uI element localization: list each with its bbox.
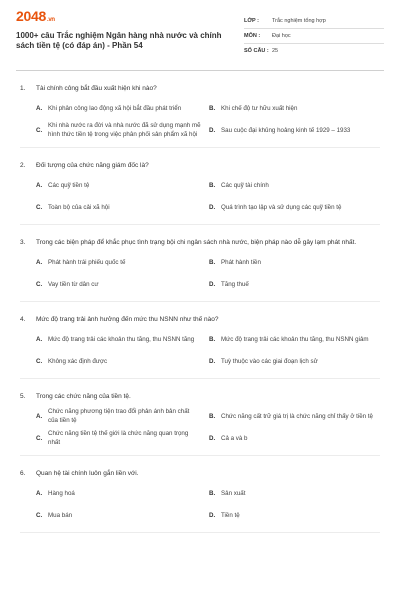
question-text: Trong các chức năng của tiền tệ. [36,393,131,400]
answer-letter: D. [209,511,216,519]
answer-option[interactable] [36,352,209,370]
answer-option[interactable] [209,253,382,271]
answer-text: Toàn bộ của cải xã hội [48,203,110,211]
answer-letter: B. [209,181,216,189]
question-stem [20,315,380,325]
question-divider [20,147,380,148]
answer-option[interactable] [36,506,209,524]
question-stem [20,238,380,248]
header [16,8,384,58]
question [20,392,380,456]
answer-letter: A. [36,335,43,343]
answer-option[interactable] [209,176,382,194]
answer-letter: C. [36,357,43,365]
answer-text: Chức năng tiền tệ thế giới là chức năng quan trọng nhất [48,430,189,446]
answer-letter: D. [209,126,216,134]
answer-option[interactable] [36,99,209,117]
question-text: Đối tượng của chức năng giám đốc là? [36,162,149,169]
answer-option[interactable] [36,198,209,216]
answer-text: Khi nhà nước ra đời và nhà nước đã sử dụng mạnh mẽ hình thức tiền tệ trong việc phân phối sản phẩm xã hội [48,122,201,138]
answer-letter: C. [36,280,43,288]
answer-grid [36,407,380,447]
meta-value: Đại học [272,33,291,39]
answer-option[interactable] [209,275,382,293]
answer-option[interactable] [36,176,209,194]
question-divider [20,455,380,456]
answer-text: Tiền tệ [221,511,240,519]
question-stem [20,392,380,402]
question-text: Trong các biện pháp để khắc phục tình trạng bội chi ngân sách nhà nước, biện pháp nào dễ gây lạm phát nhất. [36,239,357,246]
question-divider [20,301,380,302]
answer-text: Mức độ trang trải các khoản thu tăng, thu NSNN giảm [221,335,369,343]
answer-option[interactable] [36,407,209,425]
answer-letter: D. [209,434,216,442]
question-divider [20,224,380,225]
answer-text: Tuỳ thuộc vào các giai đoạn lịch sử [221,357,318,365]
answer-option[interactable] [209,99,382,117]
question [20,84,380,148]
answer-letter: B. [209,489,216,497]
answer-text: Không xác định được [48,357,108,365]
meta-label: SỐ CÂU : [244,48,269,54]
header-divider [16,70,384,71]
answer-text: Sau cuộc đại khủng hoảng kinh tế 1929 – 1933 [221,126,351,134]
answer-letter: B. [209,412,216,420]
question-text: Mức độ trang trải ảnh hưởng đến mức thu NSNN như thế nào? [36,316,219,323]
answer-option[interactable] [209,198,382,216]
question-divider [20,378,380,379]
answer-letter: D. [209,357,216,365]
meta-row-class [244,14,384,29]
question-number: 3. [20,239,26,246]
answer-text: Phát hành tiền [221,258,261,266]
question-list [16,84,384,533]
question [20,469,380,533]
answer-option[interactable] [36,121,209,139]
meta-value: 25 [272,48,279,54]
answer-text: Hàng hoá [48,489,75,497]
answer-option[interactable] [209,506,382,524]
answer-letter: B. [209,258,216,266]
answer-grid [36,484,380,524]
answer-option[interactable] [209,407,382,425]
answer-text: Các quỹ tiền tệ [48,181,90,189]
answer-letter: D. [209,280,216,288]
answer-option[interactable] [36,253,209,271]
answer-option[interactable] [209,352,382,370]
answer-letter: C. [36,434,43,442]
question-number: 1. [20,85,26,92]
logo-domain: .vn [46,17,55,23]
answer-letter: C. [36,511,43,519]
question-text: Tài chính công bắt đầu xuất hiện khi nào? [36,85,157,92]
answer-text: Mức độ trang trải các khoản thu tăng, thu NSNN tăng [48,335,195,343]
question [20,315,380,379]
answer-text: Tăng thuế [221,280,249,288]
meta-row-subject [244,29,384,44]
answer-text: Khi chế độ tư hữu xuất hiện [221,104,298,112]
answer-option[interactable] [209,484,382,502]
answer-text: Quá trình tạo lập và sử dụng các quỹ tiền tệ [221,203,342,211]
answer-letter: A. [36,258,43,266]
answer-option[interactable] [36,429,209,447]
logo-main: 2048 [16,8,46,24]
question-number: 6. [20,470,26,477]
answer-letter: A. [36,104,43,112]
meta-label: LỚP : [244,18,259,24]
answer-grid [36,253,380,293]
answer-letter: B. [209,335,216,343]
answer-text: Sản xuất [221,489,246,497]
question-divider [20,532,380,533]
question-stem [20,84,380,94]
meta-row-count [244,44,384,58]
answer-letter: A. [36,412,43,420]
question-text: Quan hệ tài chính luôn gắn liền với. [36,470,139,477]
question-stem [20,469,380,479]
question-stem [20,161,380,171]
answer-grid [36,330,380,370]
question [20,161,380,225]
answer-text: Chức năng cất trữ giá trị là chức năng chỉ thấy ở tiền tệ [221,412,373,420]
site-logo[interactable] [16,8,231,28]
question-number: 4. [20,316,26,323]
answer-option[interactable] [36,275,209,293]
answer-option[interactable] [36,484,209,502]
answer-letter: B. [209,104,216,112]
answer-grid [36,176,380,216]
meta-label: MÔN : [244,33,261,39]
answer-text: Các quỹ tài chính [221,181,269,189]
answer-letter: D. [209,203,216,211]
question [20,238,380,302]
answer-grid [36,99,380,139]
meta-table [244,14,384,58]
answer-letter: A. [36,489,43,497]
answer-text: Vay tiền từ dân cư [48,280,99,288]
question-number: 5. [20,393,26,400]
answer-letter: C. [36,126,43,134]
answer-letter: A. [36,181,43,189]
answer-option[interactable] [36,330,209,348]
answer-text: Mua bán [48,511,73,519]
answer-option[interactable] [209,330,382,348]
answer-text: Phát hành trái phiếu quốc tế [48,258,126,266]
answer-text: Chức năng phương tiện trao đổi phản ánh bản chất của tiền tệ [48,408,190,424]
answer-option[interactable] [209,429,382,447]
answer-option[interactable] [209,121,382,139]
answer-text: Cả a và b [221,434,248,442]
header-left [16,8,231,51]
answer-letter: C. [36,203,43,211]
answer-text: Khi phân công lao động xã hội bắt đầu phát triển [48,104,182,112]
meta-value: Trắc nghiệm tổng hợp [272,18,326,24]
document-title: 1000+ câu Trắc nghiệm Ngân hàng nhà nước và chính sách tiền tệ (có đáp án) - Phần 54 [16,31,222,50]
question-number: 2. [20,162,26,169]
